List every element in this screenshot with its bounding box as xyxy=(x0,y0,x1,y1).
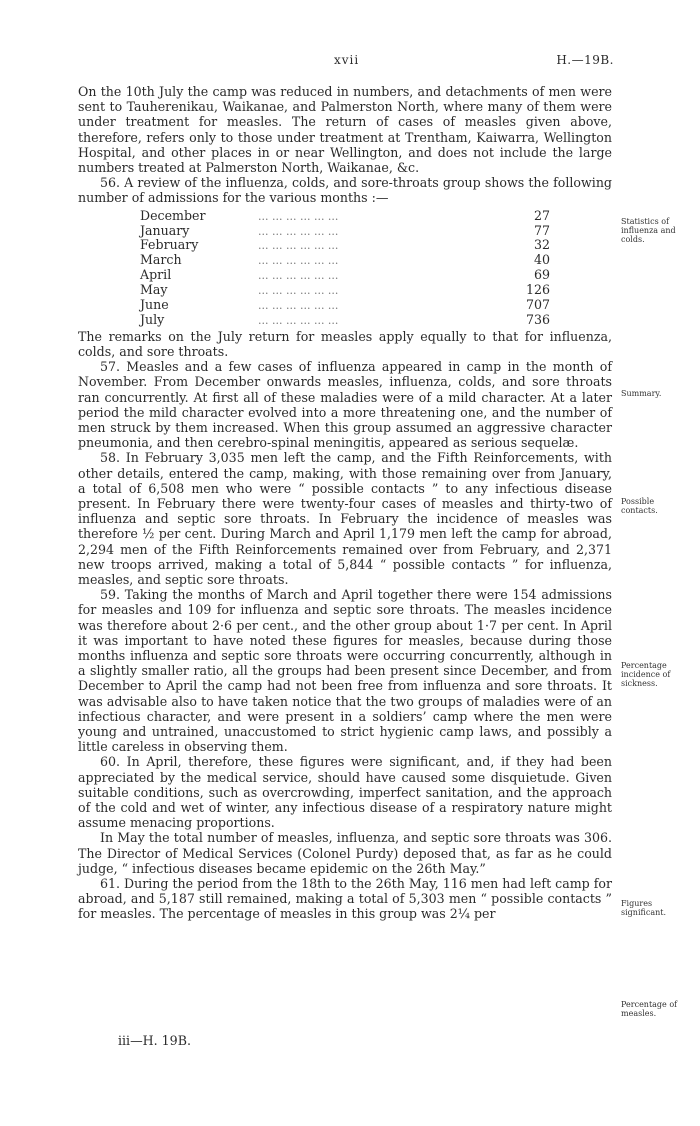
admissions-value: 32 xyxy=(533,237,550,253)
month-label: December xyxy=(140,207,206,223)
month-label: March xyxy=(140,252,182,268)
paragraph-58: 58. In February 3,035 men left the camp, and the Fifth Reinforcements, with other details, entered the camp, making, with those remaining over from January, a total of 6,508 men who were “ possible contacts ” to any infectious disease present. In February there were twenty-four cases of measles and thirty-two of influenza and septic sore throats. In February the incidence of measles was therefore ½ per cent. During March and April 1,179 men left the camp for abroad, 2,294 men of the Fifth Reinforcements remained over from February, and 2,371 new troops arrived, making a total of 5,844 “ possible contacts ” for influenza, measles, and septic sore throats. xyxy=(78,450,612,587)
admissions-value: 126 xyxy=(525,282,550,298)
admissions-value: 69 xyxy=(533,267,550,283)
table-row xyxy=(140,312,550,327)
table-row xyxy=(140,237,550,252)
paragraph-60: 60. In April, therefore, these figures were significant, and, if they had been appreciated by the medical service, should have caused some disquietude. Given suitable conditions, such as overcrowding, imperfect sanitation, and the approach of the cold and wet of winter, any infectious disease of a respiratory nature might assume menacing proportions. xyxy=(78,754,612,831)
month-label: January xyxy=(140,222,190,238)
page-header xyxy=(0,53,700,69)
margin-note-percentage-measles: Percentage of measles. xyxy=(621,1000,678,1018)
body-text xyxy=(78,84,612,922)
admissions-value: 40 xyxy=(533,252,550,268)
table-row xyxy=(140,297,550,312)
admissions-table xyxy=(140,208,550,327)
margin-note-figures-significant: Figures significant. xyxy=(621,899,666,917)
table-row xyxy=(140,282,550,297)
leader-dots: ... ... ... ... ... ... xyxy=(258,239,339,253)
signature-mark: iii—H. 19B. xyxy=(118,1033,191,1048)
table-row xyxy=(140,267,550,282)
paragraph-60-may: In May the total number of measles, influenza, and septic sore throats was 306. The Director of Medical Services (Colonel Purdy) deposed that, as far as he could judge, “ infectious diseases became epidemic on the 26th May.” xyxy=(78,830,612,876)
margin-note-possible-contacts: Possible contacts. xyxy=(621,497,658,515)
margin-note-percentage-sickness: Percentage incidence of sickness. xyxy=(621,661,671,688)
leader-dots: ... ... ... ... ... ... xyxy=(258,298,339,312)
paragraph-59: 59. Taking the months of March and April together there were 154 admissions for measles and 109 for influenza and septic sore throats. The measles incidence was therefore about 2·6 per cent., and the other group about 1·7 per cent. In April it was important to have noted these figures for measles, because during those months influenza and septic sore throats were occurring concurrently, although in a slightly smaller ratio, all the groups had been present since December, and from December to April the camp had not been free from influenza and sore throats. It was advisable also to have taken notice that the two groups of maladies were of an infectious character, and were present in a soldiers’ camp where the men were young and untrained, unaccustomed to strict hygienic camp laws, and possibly a little careless in observing them. xyxy=(78,587,612,755)
leader-dots: ... ... ... ... ... ... xyxy=(258,209,339,223)
month-label: February xyxy=(140,237,199,253)
leader-dots: ... ... ... ... ... ... xyxy=(258,224,339,238)
table-row xyxy=(140,208,550,223)
paragraph-61: 61. During the period from the 18th to the 26th May, 116 men had left camp for abroad, and 5,187 still remained, making a total of 5,303 men “ possible contacts ” for measles. The percentage of measles in this group was 2¼ per xyxy=(78,876,612,922)
document-reference: H.—19B. xyxy=(556,53,614,67)
admissions-value: 77 xyxy=(533,222,550,238)
page-number: xvii xyxy=(334,53,360,67)
admissions-value: 27 xyxy=(533,207,550,223)
admissions-value: 736 xyxy=(525,311,550,327)
margin-note-statistics: Statistics of influenza and colds. xyxy=(621,217,676,244)
paragraph-57: 57. Measles and a few cases of influenza appeared in camp in the month of November. From December onwards measles, influenza, colds, and sore throats ran concurrently. At first all of these maladies were of a mild character. At a later period the mild character evolved into a more threatening one, and the number of men struck by them increased. When this group assumed an aggressive character pneumonia, and then cerebro-spinal meningitis, appeared as serious sequelæ. xyxy=(78,359,612,451)
leader-dots: ... ... ... ... ... ... xyxy=(258,313,339,327)
table-row xyxy=(140,223,550,238)
leader-dots: ... ... ... ... ... ... xyxy=(258,284,339,298)
month-label: April xyxy=(140,267,172,283)
month-label: May xyxy=(140,282,168,298)
leader-dots: ... ... ... ... ... ... xyxy=(258,254,339,268)
table-row xyxy=(140,252,550,267)
paragraph-56: 56. A review of the influenza, colds, and sore-throats group shows the following number of admissions for the various months :— xyxy=(78,175,612,206)
paragraph-table-remarks: The remarks on the July return for measles apply equally to that for influenza, colds, and sore throats. xyxy=(78,328,612,359)
month-label: July xyxy=(140,311,165,327)
admissions-value: 707 xyxy=(525,296,550,312)
leader-dots: ... ... ... ... ... ... xyxy=(258,269,339,283)
margin-note-summary: Summary. xyxy=(621,389,662,398)
paragraph-intro: On the 10th July the camp was reduced in numbers, and detachments of men were sent to Tauherenikau, Waikanae, and Palmerston North, where many of them were under treatment for measles. The return of cases of measles given above, therefore, refers only to those under treatment at Trentham, Kaiwarra, Wellington Hospital, and other places in or near Wellington, and does not include the large numbers treated at Palmerston North, Waikanae, &c. xyxy=(78,84,612,176)
month-label: June xyxy=(140,296,169,312)
